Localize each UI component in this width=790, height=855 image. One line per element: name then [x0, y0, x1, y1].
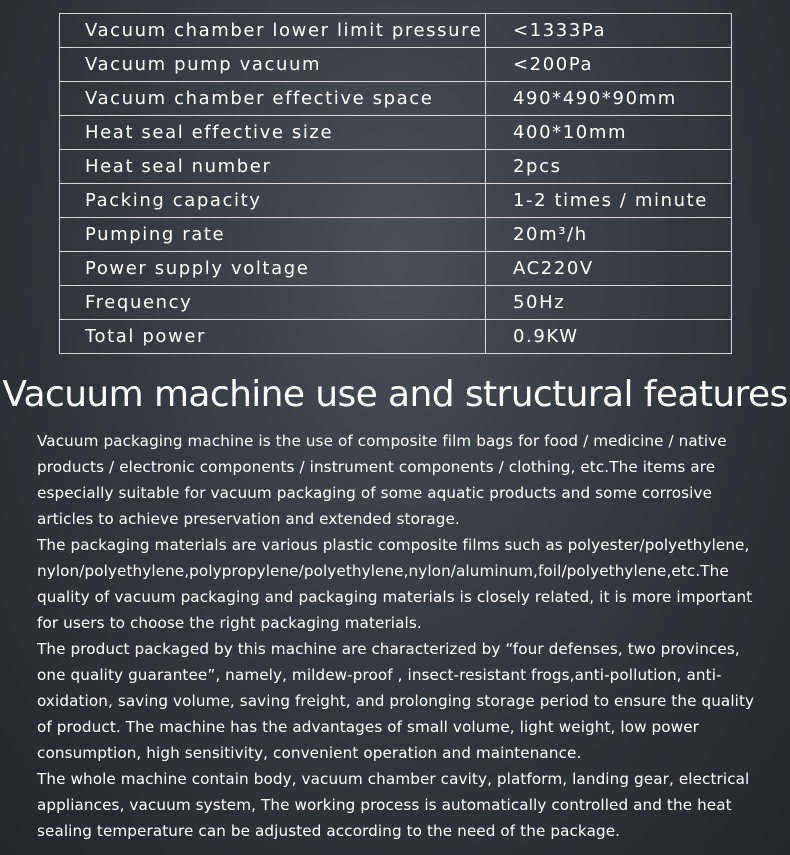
description-paragraph: The product packaged by this machine are characterized by “four defenses, two provinces, one quality guarantee”, namely, mildew-proof , insect-resistant frogs,anti-pollution, anti-oxidation, saving volume, saving freight, and prolonging storage period to ensure the quality of product. The machine has the advantages of small volume, light weight, low power consumption, high sensitivity, convenient operation and maintenance. — [37, 640, 755, 762]
spec-row — [60, 150, 732, 184]
section-title: Vacuum machine use and structural features — [2, 374, 788, 415]
spec-label: Frequency — [60, 286, 486, 320]
spec-value: 20m³/h — [486, 218, 732, 252]
spec-row — [60, 252, 732, 286]
spec-row — [60, 218, 732, 252]
spec-value: AC220V — [486, 252, 732, 286]
spec-row — [60, 286, 732, 320]
spec-row — [60, 82, 732, 116]
spec-row — [60, 48, 732, 82]
spec-value: <200Pa — [486, 48, 732, 82]
spec-label: Vacuum pump vacuum — [60, 48, 486, 82]
spec-label: Vacuum chamber effective space — [60, 82, 486, 116]
spec-label: Heat seal effective size — [60, 116, 486, 150]
spec-label: Power supply voltage — [60, 252, 486, 286]
spec-row — [60, 14, 732, 48]
spec-value: 1-2 times / minute — [486, 184, 732, 218]
spec-row — [60, 116, 732, 150]
spec-value: 400*10mm — [486, 116, 732, 150]
description-paragraph: Vacuum packaging machine is the use of composite film bags for food / medicine / native products / electronic components / instrument components / clothing, etc.The items are especially suitable for vacuum packaging of some aquatic products and some corrosive articles to achieve preservation and extended storage. — [37, 432, 727, 528]
spec-value: 2pcs — [486, 150, 732, 184]
description-paragraph: The packaging materials are various plastic composite films such as polyester/polyethylene, nylon/polyethylene,polypropylene/polyethylene,nylon/aluminum,foil/polyethylene,etc.The quality of vacuum packaging and packaging materials is closely related, it is more important for users to choose the right packaging materials. — [37, 536, 753, 632]
spec-label: Packing capacity — [60, 184, 486, 218]
spec-row — [60, 184, 732, 218]
spec-label: Total power — [60, 320, 486, 354]
spec-label: Heat seal number — [60, 150, 486, 184]
spec-value: 0.9KW — [486, 320, 732, 354]
spec-value: 490*490*90mm — [486, 82, 732, 116]
description-body — [37, 428, 772, 844]
spec-table — [59, 13, 732, 354]
spec-row — [60, 320, 732, 354]
spec-label: Pumping rate — [60, 218, 486, 252]
spec-value: 50Hz — [486, 286, 732, 320]
spec-label: Vacuum chamber lower limit pressure — [60, 14, 486, 48]
spec-value: <1333Pa — [486, 14, 732, 48]
description-paragraph: The whole machine contain body, vacuum chamber cavity, platform, landing gear, electrical appliances, vacuum system, The working process is automatically controlled and the heat sealing temperature can be adjusted according to the need of the package. — [37, 770, 750, 840]
